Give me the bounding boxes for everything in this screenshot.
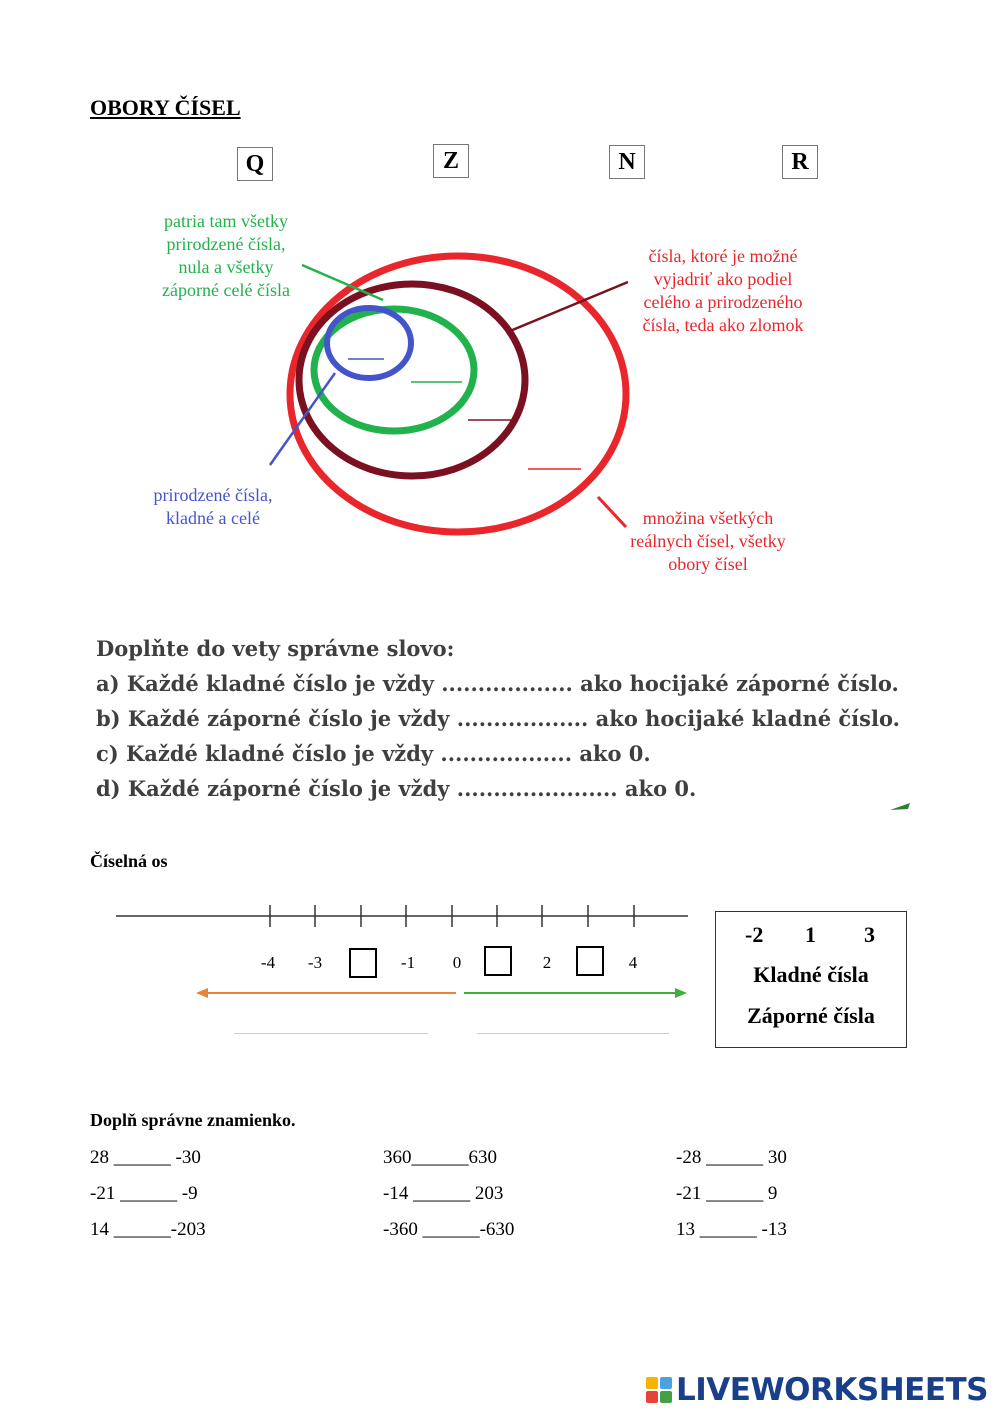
tick-label: -4 — [260, 953, 276, 972]
legend-positive[interactable]: Kladné čísla — [753, 962, 869, 987]
tick-label: 0 — [452, 953, 462, 972]
set-box-r: R — [782, 145, 818, 179]
fill-in-line-b: b) Každé záporné číslo je vždy .................. ako hocijaké kladné číslo. — [96, 706, 900, 731]
answer-box[interactable] — [576, 946, 604, 976]
liveworksheets-logo — [646, 1372, 988, 1408]
compare-item[interactable]: -360 ______-630 — [383, 1219, 515, 1240]
set-box-n: N — [609, 145, 645, 179]
legend-number[interactable]: 1 — [805, 922, 816, 947]
brand-text: LIVEWORKSHEETS — [676, 1372, 988, 1408]
compare-item[interactable]: 360______630 — [383, 1147, 497, 1168]
compare-heading: Doplň správne znamienko. — [90, 1110, 296, 1130]
compare-item[interactable]: 28 ______ -30 — [90, 1147, 201, 1168]
legend-number[interactable]: -2 — [745, 922, 764, 947]
fill-in-line-c: c) Každé kladné číslo je vždy .................. ako 0. — [96, 741, 651, 766]
negative-arrow-head — [196, 988, 208, 998]
tick-label: 2 — [542, 953, 552, 972]
compare-item[interactable]: -14 ______ 203 — [383, 1183, 504, 1204]
legend-numbers — [716, 922, 906, 948]
set-box-z: Z — [433, 144, 469, 178]
compare-item[interactable]: 13 ______ -13 — [676, 1219, 787, 1240]
green-mark-decoration — [890, 800, 912, 812]
positive-answer-line[interactable] — [477, 1033, 669, 1034]
negative-answer-line[interactable] — [234, 1033, 428, 1034]
fill-in-exercise — [96, 636, 926, 816]
legend-negative[interactable]: Záporné čísla — [747, 1003, 875, 1028]
legend-number[interactable]: 3 — [864, 922, 875, 947]
naturals-label: prirodzené čísla, kladné a celé — [153, 485, 273, 528]
compare-item[interactable]: 14 ______-203 — [90, 1219, 206, 1240]
tick-label: -1 — [400, 953, 416, 972]
tick-label: 4 — [628, 953, 638, 972]
positive-arrow-head — [675, 988, 687, 998]
compare-item[interactable]: -21 ______ -9 — [90, 1183, 198, 1204]
fill-in-line-a: a) Každé kladné číslo je vždy .................. ako hocijaké záporné číslo. — [96, 671, 899, 696]
fill-in-heading: Doplňte do vety správne slovo: — [96, 636, 455, 661]
fill-in-line-d: d) Každé záporné číslo je vždy ...................... ako 0. — [96, 776, 697, 801]
naturals-circle — [327, 308, 411, 378]
tick-label: -3 — [307, 953, 323, 972]
compare-item[interactable]: -21 ______ 9 — [676, 1183, 778, 1204]
liveworksheets-mark-icon — [646, 1377, 672, 1403]
number-line-legend — [715, 911, 907, 1048]
reals-label: množina všetkých reálnych čísel, všetky obory čísel — [630, 508, 786, 574]
integers-label: patria tam všetky prirodzené čísla, nula a všetky záporné celé čísla — [162, 211, 290, 300]
answer-box[interactable] — [484, 946, 512, 976]
set-box-q: Q — [237, 147, 273, 181]
number-line-heading: Číselná os — [90, 851, 168, 871]
page-title: OBORY ČÍSEL — [90, 95, 241, 120]
reals-circle — [290, 256, 626, 532]
compare-item[interactable]: -28 ______ 30 — [676, 1147, 787, 1168]
rationals-label: čísla, ktoré je možné vyjadriť ako podiel celého a prirodzeného čísla, teda ako zlomok — [642, 246, 804, 335]
answer-box[interactable] — [349, 948, 377, 978]
